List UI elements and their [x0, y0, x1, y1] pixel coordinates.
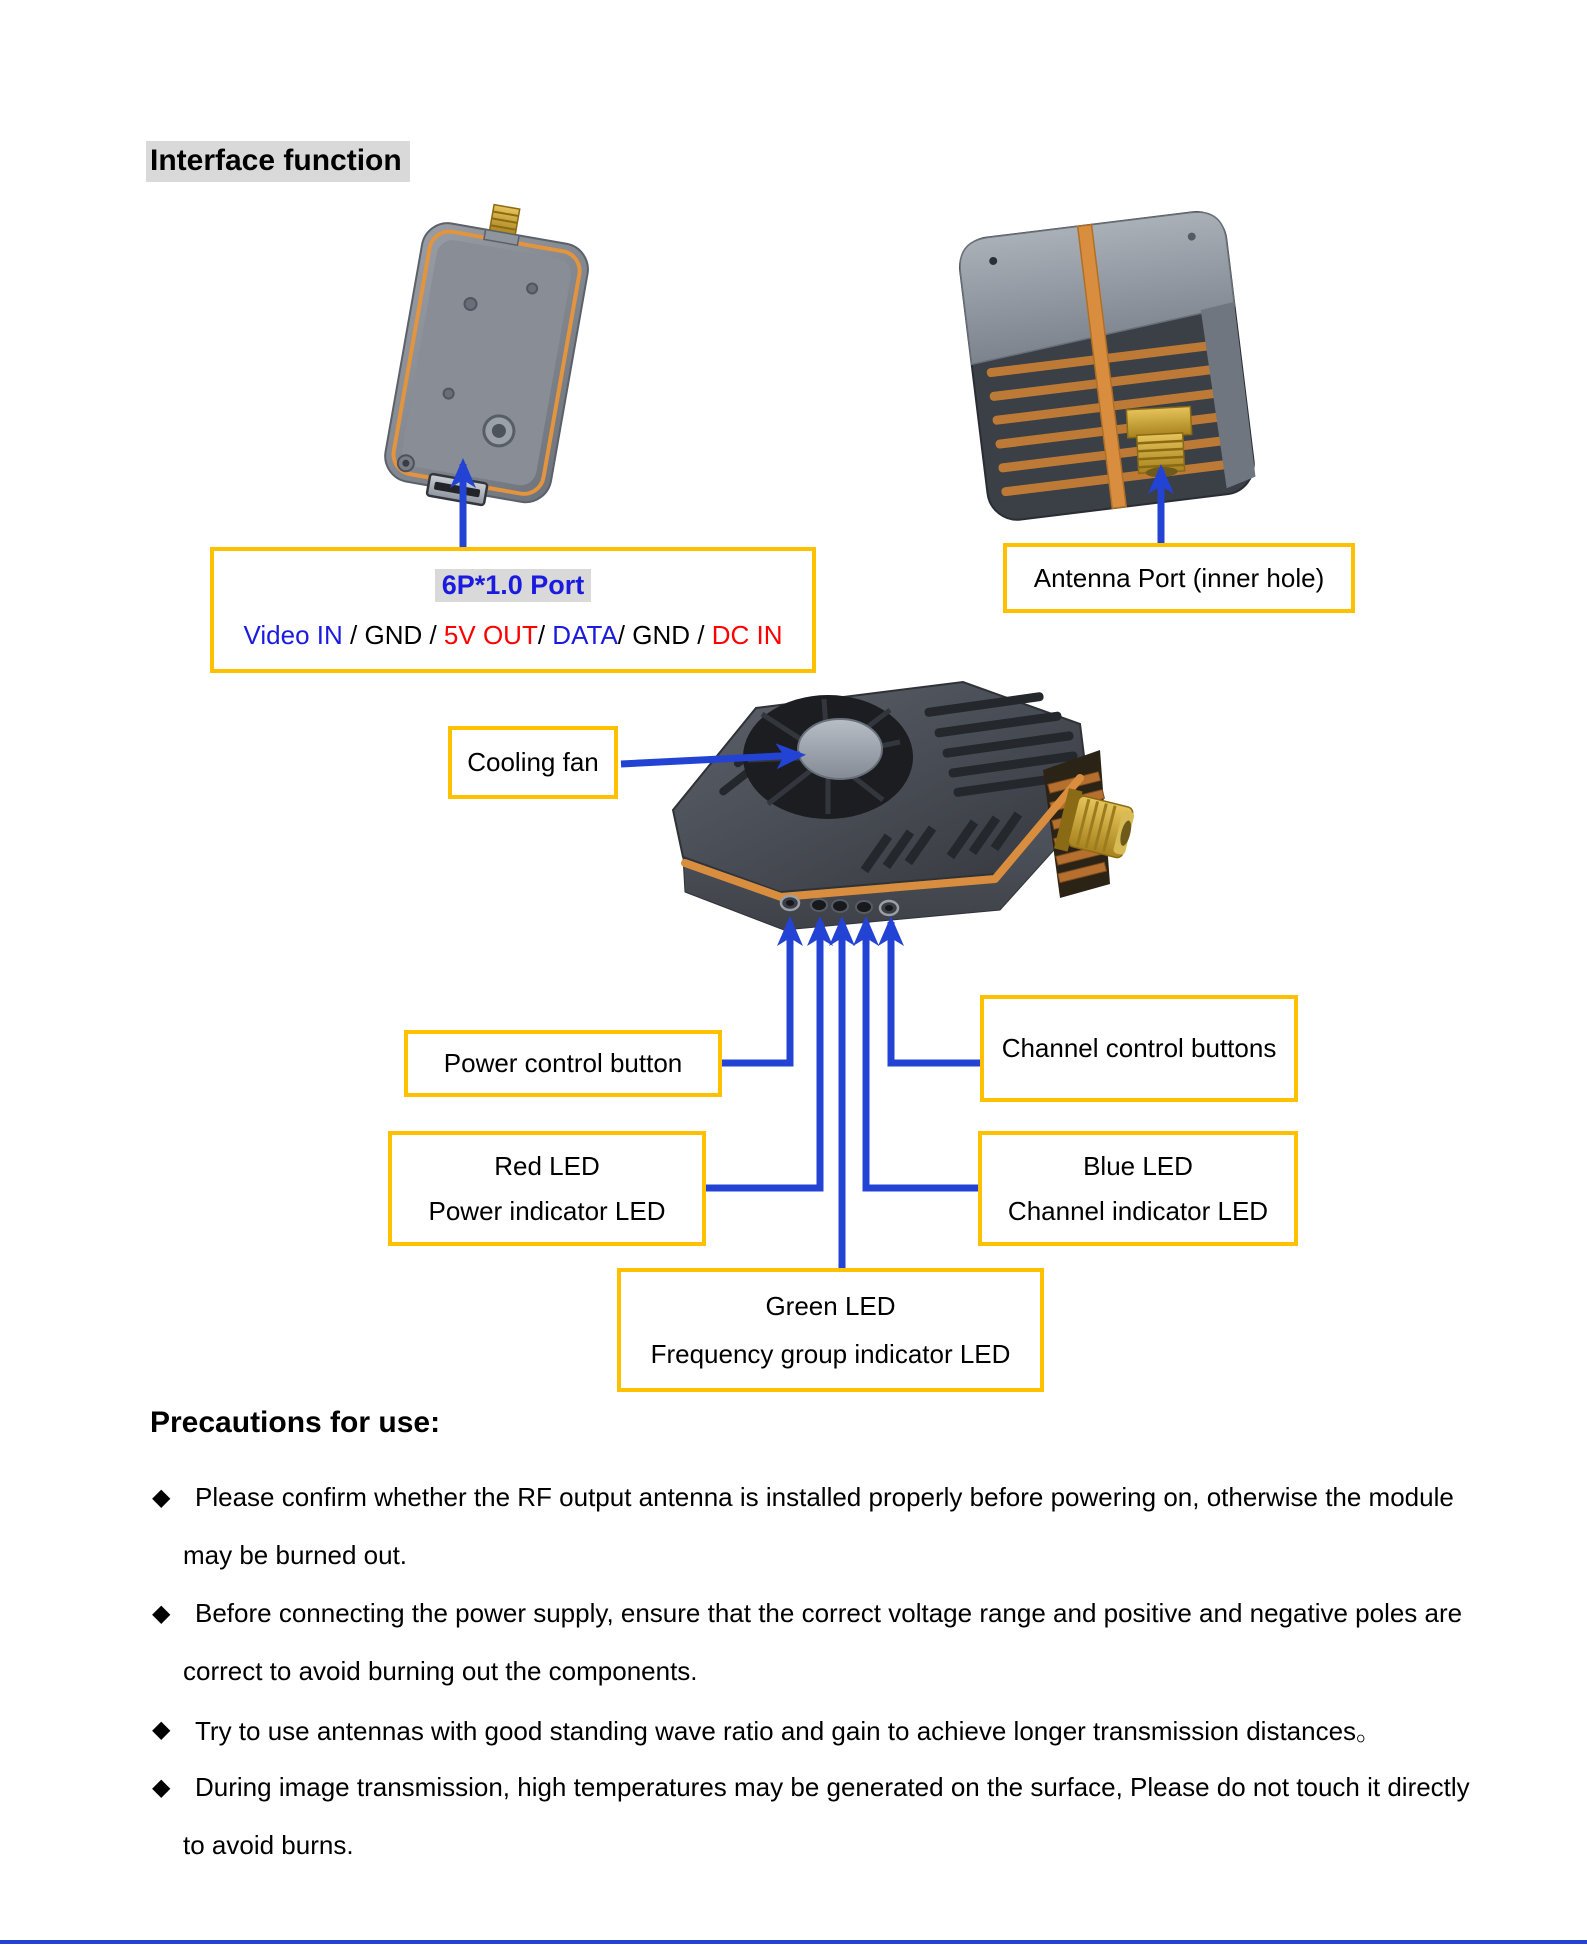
device-back-view-image [362, 190, 614, 542]
red-led [811, 899, 827, 911]
blue-led-label-line1: Blue LED [1083, 1150, 1193, 1181]
label-box-antenna-port [1003, 543, 1355, 613]
precautions-list [152, 1468, 1552, 1874]
cooling-fan [743, 695, 913, 819]
6p-port-title: 6P*1.0 Port [435, 569, 592, 602]
precaution-item-2-line-2: correct to avoid burning out the components. [183, 1655, 698, 1686]
antenna-port-label: Antenna Port (inner hole) [1033, 562, 1325, 593]
precaution-item-4-line-2: to avoid burns. [183, 1829, 354, 1860]
label-box-6p-port [210, 547, 816, 673]
bullet-diamond-icon: ◆ [152, 1483, 171, 1511]
precaution-item-1-line-2: may be burned out. [183, 1539, 408, 1570]
red-led-label-line1: Red LED [494, 1150, 600, 1181]
precaution-item-2-line-1: ◆ Before connecting the power supply, ensure that the correct voltage range and positive and negative poles are [152, 1597, 1463, 1628]
device-heatsink-view-image [945, 196, 1267, 538]
precaution-item-3-line-1: ◆ Try to use antennas with good standing wave ratio and gain to achieve longer transmission distances。 [152, 1715, 1383, 1746]
bullet-diamond-icon: ◆ [152, 1773, 171, 1801]
sma-connector-stub [484, 204, 524, 245]
label-box-green-led [617, 1268, 1044, 1392]
blue-led-label-line2: Channel indicator LED [1007, 1195, 1269, 1226]
6p-port-pinout: Video IN / GND / 5V OUT/ DATA/ GND / DC IN [243, 620, 783, 650]
label-box-power-button [404, 1030, 722, 1097]
screw-icon [464, 297, 478, 311]
green-led-label-line2: Frequency group indicator LED [650, 1338, 1011, 1369]
red-led-label-line2: Power indicator LED [428, 1195, 666, 1226]
screw-icon [526, 283, 538, 295]
fan-hub [798, 719, 882, 779]
label-box-blue-led [978, 1131, 1298, 1246]
screw-icon [443, 388, 455, 400]
page-bottom-rule [0, 1940, 1587, 1944]
blue-led [856, 901, 872, 913]
interface-function-heading-text: Interface function [146, 141, 410, 182]
label-box-cooling-fan [448, 726, 618, 799]
precaution-item-1-line-1: ◆ Please confirm whether the RF output antenna is installed properly before powering on, otherwise the module [152, 1481, 1454, 1512]
bullet-diamond-icon: ◆ [152, 1715, 171, 1743]
channel-buttons-label: Channel control buttons [1001, 1033, 1277, 1064]
device-top-view-image [628, 652, 1150, 964]
green-led-label-line1: Green LED [765, 1290, 896, 1321]
label-box-red-led [388, 1131, 706, 1246]
label-box-channel-buttons [980, 995, 1298, 1102]
bullet-diamond-icon: ◆ [152, 1599, 171, 1627]
interface-function-heading [146, 144, 410, 178]
cooling-fan-label: Cooling fan [467, 747, 599, 778]
green-led [832, 900, 848, 912]
precautions-heading: Precautions for use: [150, 1406, 441, 1439]
precaution-item-4-line-1: ◆ During image transmission, high temperatures may be generated on the surface, Please do not touch it directly [152, 1771, 1470, 1802]
power-button-label: Power control button [443, 1048, 683, 1079]
